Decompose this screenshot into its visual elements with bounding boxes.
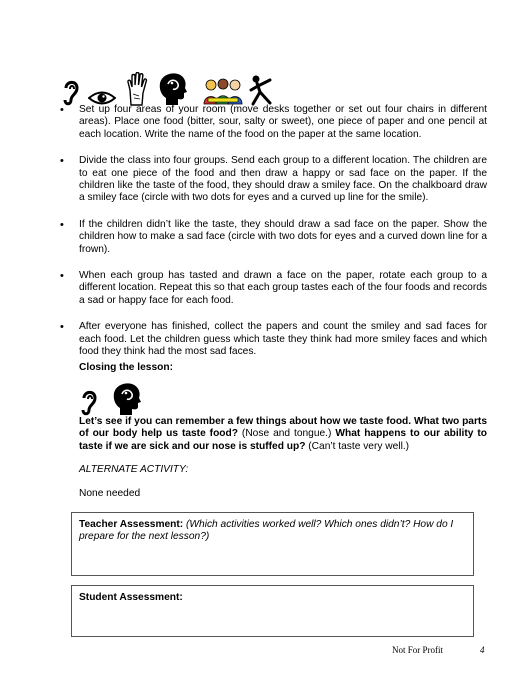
question-1: Let’s see if you can remember a few things about how we taste food. What two parts of our body help us taste food? — [79, 416, 487, 440]
closing-icons-row — [80, 382, 142, 416]
head-profile-icon — [112, 382, 142, 416]
teacher-assessment-label: Teacher Assessment: — [79, 519, 184, 530]
instruction-list — [60, 104, 487, 373]
answer-1: (Nose and tongue.) — [237, 428, 336, 440]
list-item: • If the children didn’t like the taste, they should draw a sad face on the paper. Show the children how to make a sad face (circle with two dots for eyes and a curved down line for a frown). — [60, 219, 487, 256]
ear-icon — [62, 78, 80, 106]
closing-questions — [79, 416, 487, 453]
list-item: • After everyone has finished, collect the papers and count the smiley and sad faces for each food. Let the children guess which taste they think had more smiley faces and which food they think had the most sad faces. — [60, 321, 487, 358]
closing-heading: Closing the lesson: — [79, 362, 173, 373]
hand-icon — [126, 72, 150, 106]
ear-icon — [80, 388, 98, 416]
teacher-assessment-prompt: (Which activities worked well? Which ones didn’t? How do I prepare for the next lesson?) — [79, 519, 454, 543]
answer-2: (Can’t taste very well.) — [305, 440, 410, 452]
activity-icons-row — [62, 66, 274, 106]
teacher-assessment-box — [71, 512, 474, 576]
alternate-activity-heading: ALTERNATE ACTIVITY: — [79, 464, 189, 475]
footer-text: Not For Profit — [392, 645, 444, 655]
list-item: • When each group has tasted and drawn a face on the paper, rotate each group to a different location. Repeat this so that each group tastes each of the four foods and records a sad or happy face for each food. — [60, 270, 487, 307]
stretching-figure-icon — [248, 74, 274, 106]
student-assessment-box — [71, 585, 474, 637]
alternate-activity-text: None needed — [79, 488, 141, 499]
list-item: • Divide the class into four groups. Send each group to a different location. The children are to eat one piece of the food and then draw a happy or sad face on the paper. If the children like the taste of the food, they should draw a smiley face. On the chalkboard draw a smiley face (circle with two dots for eyes and a curved up line for the smile). — [60, 155, 487, 205]
head-profile-icon — [158, 72, 188, 106]
question-2: What happens to our ability to taste if we are sick and our nose is stuffed up? — [79, 428, 487, 452]
list-item: • Set up four areas of your room (move desks together or set out four chairs in different areas). Place one food (bitter, sour, salty or sweet), one piece of paper and one pencil at each location. Write the name of the food on the paper at the same location. — [60, 104, 487, 141]
group-people-icon — [202, 78, 244, 106]
page-number: 4 — [480, 645, 485, 655]
student-assessment-label: Student Assessment: — [79, 592, 183, 603]
